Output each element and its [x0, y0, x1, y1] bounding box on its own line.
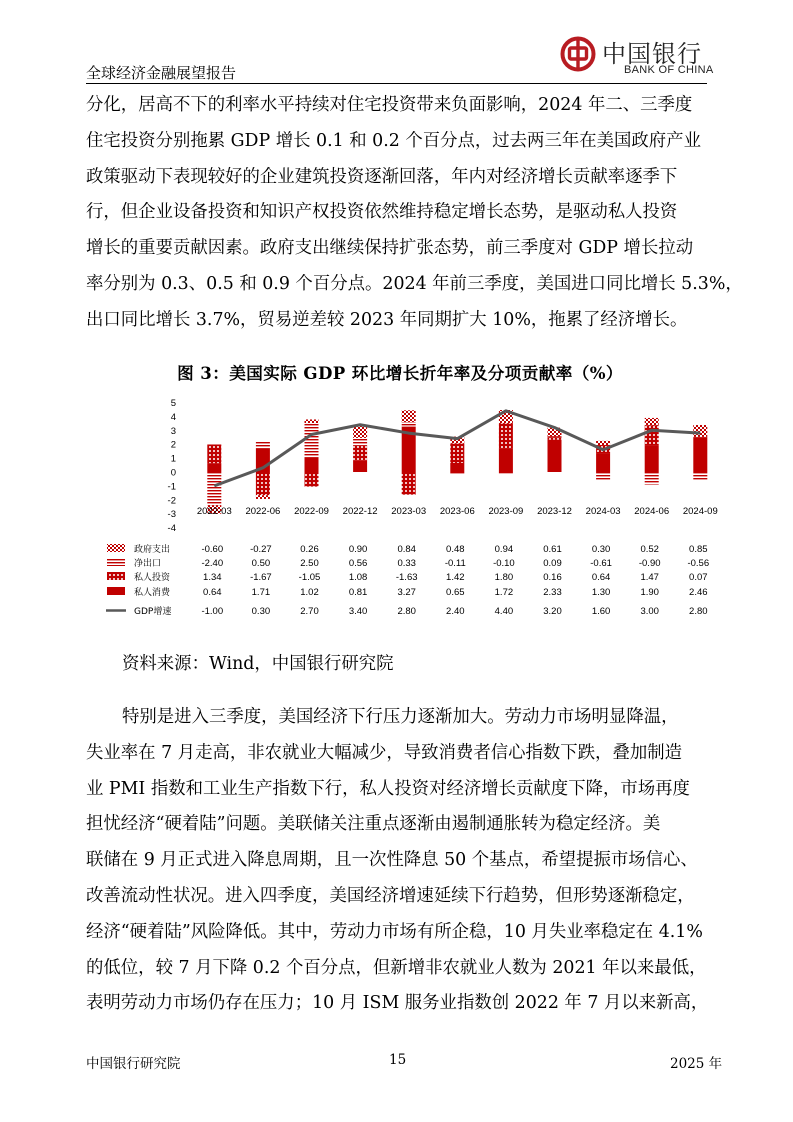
x-tick-label: 2022-03: [196, 506, 232, 517]
text-line: 失业率在 7 月走高，非农就业大幅减少，导致消费者信心指数下跌，叠加制造: [86, 742, 683, 763]
table-cell: 1.60: [591, 606, 611, 617]
bar-segment-dots: [645, 425, 659, 445]
bar-segment-solid: [353, 461, 367, 472]
legend-swatch-solid: [107, 587, 125, 595]
y-tick-label: -3: [167, 509, 176, 521]
table-cell: -0.10: [493, 558, 515, 569]
table-cell: 0.30: [591, 544, 611, 555]
table-cell: 0.85: [689, 544, 708, 555]
table-cell: 0.94: [494, 544, 514, 555]
bar-segment-hlines: [645, 472, 659, 485]
legend-label: 私人消费: [134, 588, 171, 598]
table-cell: 0.48: [446, 544, 465, 555]
x-tick-label: 2023-12: [537, 506, 572, 517]
table-cell: 2.33: [543, 587, 562, 598]
table-cell: 0.26: [300, 544, 319, 555]
x-tick-label: 2024-06: [634, 506, 670, 517]
table-cell: 0.64: [591, 572, 611, 583]
legend-swatch-dots: [107, 572, 125, 580]
source-note: 资料来源：Wind，中国银行研究院: [122, 654, 394, 674]
logo-chinese-name: 中国银行: [602, 40, 702, 68]
bar-segment-checker: [402, 410, 416, 422]
bar-segment-checker: [353, 425, 367, 438]
table-cell: 0.84: [397, 544, 416, 555]
figure-title: 图 3：美国实际 GDP 环比增长折年率及分项贡献率（%）: [177, 363, 623, 383]
bar-segment-dots: [499, 423, 513, 448]
table-cell: -1.67: [250, 572, 272, 583]
bank-of-china-logo-icon: [560, 36, 596, 72]
bar-segment-hlines: [450, 472, 464, 474]
bar-segment-dots: [693, 437, 707, 438]
gdp-contribution-chart: [0, 385, 793, 630]
table-cell: 1.71: [251, 587, 271, 598]
legend-swatch-hlines: [107, 558, 125, 566]
table-cell: 0.33: [397, 558, 416, 569]
text-line: 业 PMI 指数和工业生产指数下行，私人投资对经济增长贡献度下降，市场再度: [86, 778, 690, 799]
table-cell: 0.16: [543, 572, 562, 583]
legend-label: GDP增速: [134, 607, 172, 617]
table-cell: 0.50: [251, 558, 271, 569]
bar-segment-checker: [256, 495, 270, 499]
table-cell: 2.80: [397, 606, 416, 617]
bar-segment-hlines: [353, 438, 367, 446]
bar-segment-solid: [596, 454, 610, 472]
bar-segment-hlines: [499, 472, 513, 473]
bar-segment-solid: [645, 446, 659, 472]
y-tick-label: 1: [170, 453, 176, 465]
text-line: 增长的重要贡献因素。政府支出继续保持扩张态势，前三季度对 GDP 增长拉动: [86, 238, 694, 259]
table-cell: 3.20: [543, 606, 562, 617]
table-cell: 2.80: [689, 606, 708, 617]
bar-segment-checker: [305, 419, 319, 423]
bar-segment-solid: [305, 458, 319, 472]
x-tick-label: 2023-09: [488, 506, 524, 517]
bar-segment-dots: [450, 443, 464, 463]
table-cell: 2.40: [446, 606, 465, 617]
table-cell: 0.81: [348, 587, 368, 598]
table-cell: 2.70: [300, 606, 319, 617]
table-cell: 0.09: [543, 558, 562, 569]
body-paragraph-1: [86, 88, 743, 339]
legend-swatch-checker: [107, 544, 125, 552]
y-tick-label: 5: [170, 398, 176, 409]
table-cell: 1.90: [640, 587, 659, 598]
table-cell: 1.42: [446, 572, 465, 583]
bar-segment-checker: [596, 441, 610, 445]
bar-segment-dots: [256, 472, 270, 495]
text-line: 担忧经济“硬着陆”问题。美联储关注重点逐渐由遏制通胀转为稳定经济。美: [86, 814, 661, 835]
table-cell: 0.07: [689, 572, 708, 583]
header-divider: [86, 83, 707, 84]
bar-segment-dots: [353, 446, 367, 461]
body-paragraph-2: [86, 700, 714, 1022]
table-cell: 3.40: [348, 606, 368, 617]
table-cell: 2.46: [689, 587, 708, 598]
table-cell: 1.30: [591, 587, 611, 598]
table-cell: 1.47: [640, 572, 659, 583]
table-cell: -0.61: [590, 558, 612, 569]
bar-segment-hlines: [693, 472, 707, 480]
table-cell: 4.40: [494, 606, 514, 617]
text-line: 率分别为 0.3、0.5 和 0.9 个百分点。2024 年前三季度，美国进口同比增长 5.3%，: [86, 273, 743, 294]
footer-org: 中国银行研究院: [86, 1056, 181, 1072]
bank-logo: [560, 34, 720, 80]
x-tick-label: 2024-09: [682, 506, 718, 517]
table-cell: 0.30: [251, 606, 271, 617]
legend-label: 净出口: [134, 559, 162, 569]
table-cell: 0.90: [348, 544, 368, 555]
bar-segment-hlines: [305, 423, 319, 458]
x-tick-label: 2023-06: [439, 506, 475, 517]
table-cell: 0.64: [203, 587, 222, 598]
y-tick-label: -2: [167, 495, 176, 507]
table-cell: -0.60: [201, 544, 224, 555]
table-cell: -0.90: [638, 558, 661, 569]
y-tick-label: -1: [167, 481, 176, 493]
footer-year: 2025 年: [670, 1056, 723, 1072]
bar-segment-dots: [548, 437, 562, 439]
text-line: 住宅投资分别拖累 GDP 增长 0.1 和 0.2 个百分点，过去两三年在美国政府产业: [86, 130, 701, 151]
bar-segment-hlines: [402, 422, 416, 427]
text-line: 政策驱动下表现较好的企业建筑投资逐渐回落，年内对经济增长贡献率逐季下: [86, 166, 678, 187]
x-tick-label: 2024-03: [585, 506, 621, 517]
x-tick-label: 2023-03: [391, 506, 427, 517]
bar-segment-checker: [645, 418, 659, 425]
bar-segment-hlines: [596, 472, 610, 480]
bar-segment-dots: [305, 472, 319, 487]
text-line: 行，但企业设备投资和知识产权投资依然维持稳定增长态势，是驱动私人投资: [86, 202, 678, 223]
bar-segment-solid: [499, 448, 513, 472]
bar-segment-hlines: [548, 436, 562, 437]
table-cell: 1.80: [494, 572, 514, 583]
x-tick-label: 2022-12: [342, 506, 378, 517]
bar-segment-dots: [402, 472, 416, 495]
bar-segment-checker: [693, 425, 707, 437]
table-cell: 0.65: [446, 587, 465, 598]
table-cell: -1.63: [395, 572, 418, 583]
table-cell: 0.56: [348, 558, 368, 569]
page-number: 15: [389, 1052, 407, 1068]
bar-segment-solid: [693, 438, 707, 472]
bar-segment-dots: [207, 444, 221, 463]
table-cell: 0.52: [640, 544, 659, 555]
text-line: 的低位，较 7 月下降 0.2 个百分点，但新增非农就业人数为 2021 年以来最低，: [86, 957, 707, 978]
table-cell: -0.11: [444, 558, 466, 569]
logo-english-name: BANK OF CHINA: [624, 64, 714, 76]
bar-segment-hlines: [256, 441, 270, 448]
table-cell: -1.00: [201, 606, 224, 617]
text-line: 表明劳动力市场仍存在压力；10 月 ISM 服务业指数创 2022 年 7 月以来新高，: [86, 993, 709, 1014]
table-cell: -1.05: [298, 572, 321, 583]
report-title: 全球经济金融展望报告: [86, 64, 237, 82]
table-cell: 1.02: [300, 587, 319, 598]
bar-segment-solid: [450, 463, 464, 472]
table-cell: 2.50: [300, 558, 319, 569]
y-tick-label: 4: [170, 411, 176, 423]
bar-segment-solid: [548, 440, 562, 472]
bar-segment-hlines: [207, 472, 221, 505]
text-line: 改善流动性状况。进入四季度，美国经济增速延续下行趋势，但形势逐渐稳定，: [86, 885, 695, 906]
table-cell: -0.27: [250, 544, 272, 555]
text-line: 出口同比增长 3.7%，贸易逆差较 2023 年同期扩大 10%，拖累了经济增长。: [86, 309, 688, 330]
table-cell: 1.34: [203, 572, 222, 583]
text-line: 特别是进入三季度，美国经济下行压力逐渐加大。劳动力市场明显降温，: [122, 707, 679, 727]
y-tick-label: 2: [170, 439, 176, 451]
table-cell: -2.40: [201, 558, 224, 569]
x-tick-label: 2022-06: [245, 506, 281, 517]
table-cell: -0.56: [687, 558, 710, 569]
table-cell: 3.27: [397, 587, 416, 598]
table-cell: 1.72: [494, 587, 514, 598]
text-line: 联储在 9 月正式进入降息周期，且一次性降息 50 个基点，希望提振市场信心、: [86, 850, 698, 871]
bar-segment-solid: [207, 463, 221, 472]
text-line: 经济“硬着陆”风险降低。其中，劳动力市场有所企稳，10 月失业率稳定在 4.1%: [86, 921, 703, 942]
y-tick-label: 0: [170, 467, 176, 479]
legend-label: 政府支出: [134, 545, 171, 555]
table-cell: 1.08: [348, 572, 368, 583]
text-line: 分化，居高不下的利率水平持续对住宅投资带来负面影响，2024 年二、三季度: [86, 95, 693, 115]
legend-label: 私人投资: [134, 573, 171, 583]
y-tick-label: 3: [170, 425, 176, 437]
y-tick-label: -4: [167, 523, 176, 535]
table-cell: 0.61: [543, 544, 562, 555]
x-tick-label: 2022-09: [294, 506, 329, 517]
table-cell: 3.00: [640, 606, 659, 617]
